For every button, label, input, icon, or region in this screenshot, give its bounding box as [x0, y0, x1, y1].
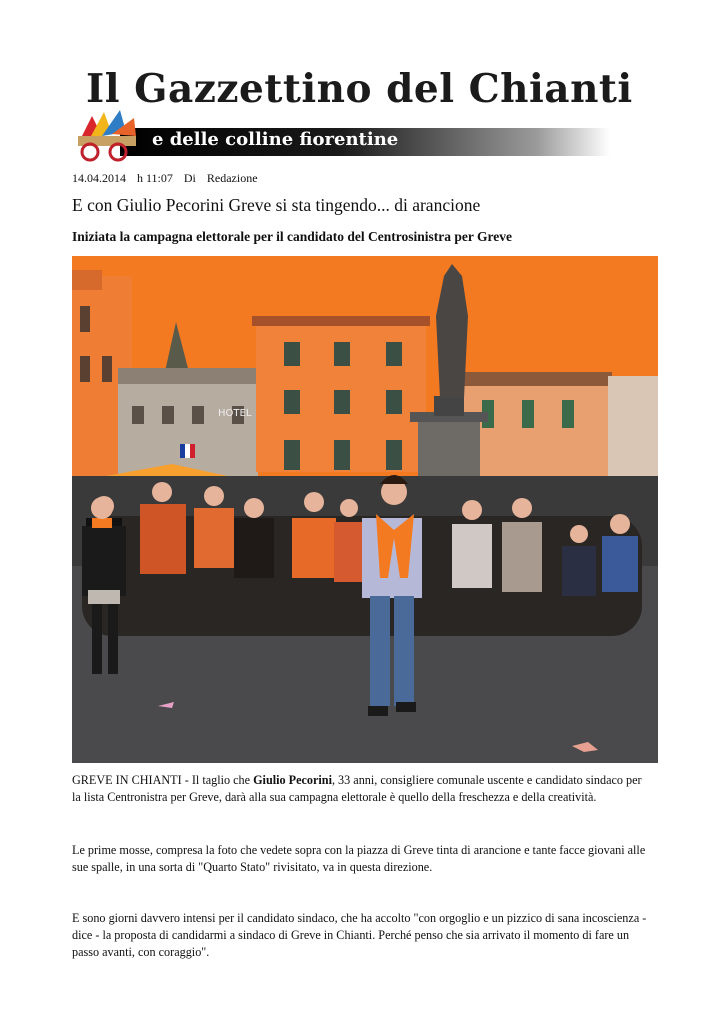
article-paragraph-1: GREVE IN CHIANTI - Il taglio che Giulio Pecorini, 33 anni, consigliere comunale uscente e candidato sindaco per la lista Centronistra per Greve, darà alla sua campagna elettorale è quello della freschezza e della creatività. — [72, 773, 642, 804]
article-subheadline: Iniziata la campagna elettorale per il candidato del Centrosinistra per Greve — [72, 229, 512, 244]
author: Redazione — [206, 171, 258, 185]
masthead-title: Il Gazzettino del Chianti — [86, 66, 633, 112]
article-paragraph-2: Le prime mosse, compresa la foto che vedete sopra con la piazza di Greve tinta di arancione e tante facce giovani alle sue spalle, in una sorta di "Quarto Stato" rivisitato, va in questa direzione. — [72, 843, 646, 874]
wine-cart-logo-icon — [72, 106, 144, 162]
piazza-group-photo — [72, 256, 658, 763]
article-paragraph-3: E sono giorni davvero intensi per il candidato sindaco, che ha accolto "con orgoglio e un pizzico di sana incoscienza - dice - la proposta di candidarmi a sindaco di Greve in Chianti. Perché penso che sia arrivato il momento di fare un passo avanti, con coraggio". — [72, 911, 647, 959]
publish-date: 14.04.2014 — [72, 171, 126, 185]
byline-label: Di — [183, 171, 196, 185]
masthead-subtitle: e delle colline fiorentine — [152, 129, 399, 150]
hotel-sign: HOTEL — [218, 408, 252, 419]
article-photo — [72, 256, 658, 763]
candidate-name: Giulio Pecorini — [253, 773, 332, 787]
publish-time: h 11:07 — [137, 171, 173, 185]
article-meta — [72, 171, 266, 186]
article-headline: E con Giulio Pecorini Greve si sta tingendo... di arancione — [72, 195, 481, 215]
masthead — [72, 66, 632, 166]
